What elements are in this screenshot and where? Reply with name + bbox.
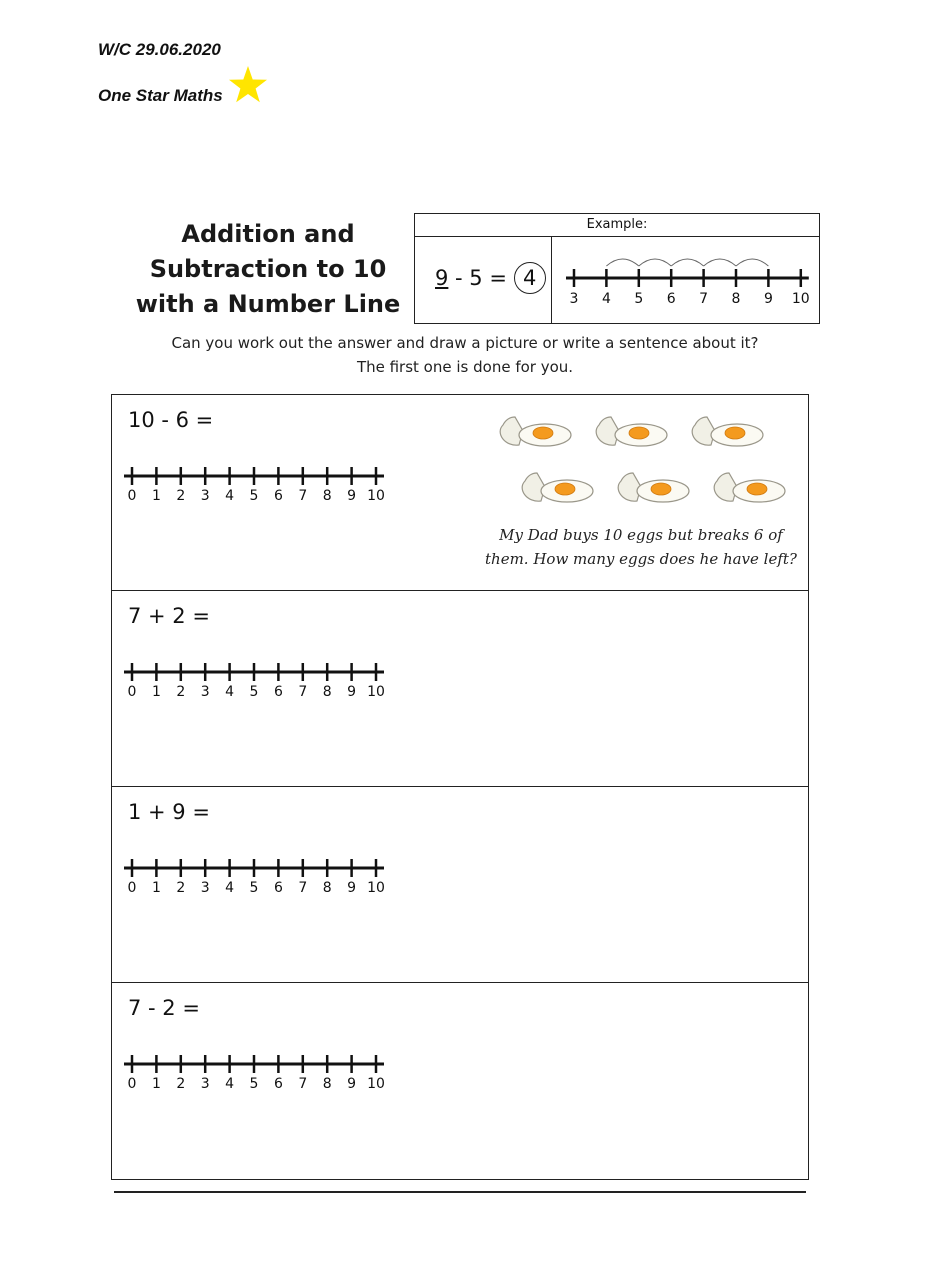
number-line-label: 4	[601, 291, 611, 307]
star-icon	[228, 66, 268, 104]
number-line-label: 0	[127, 880, 137, 896]
broken-egg	[596, 417, 667, 446]
example-divider	[551, 236, 552, 323]
number-line-label: 8	[322, 684, 332, 700]
egg-shell	[596, 417, 619, 445]
hop-arc	[736, 259, 768, 266]
instruction-text: Can you work out the answer and draw a picture or write a sentence about it?	[171, 334, 759, 352]
number-line-label: 6	[273, 488, 283, 504]
number-line-label: 8	[731, 291, 741, 307]
egg-yolk	[629, 427, 649, 439]
number-line-label: 4	[225, 684, 235, 700]
question-row	[112, 395, 808, 591]
egg-shell	[500, 417, 523, 445]
question-equation: 1 + 9 =	[128, 800, 210, 824]
worksheet-title	[134, 217, 402, 322]
number-line-label: 8	[322, 1076, 332, 1092]
title-line: Subtraction to 10	[149, 255, 387, 283]
number-line-label: 7	[298, 488, 308, 504]
question-equation: 10 - 6 =	[128, 408, 214, 432]
number-line-label: 5	[249, 1076, 259, 1092]
number-line-label: 10	[367, 1076, 385, 1092]
number-line-label: 8	[322, 880, 332, 896]
week-commencing-date: W/C 29.06.2020	[98, 40, 221, 59]
number-line-label: 8	[322, 488, 332, 504]
number-line-label: 9	[347, 880, 357, 896]
worksheet-level: One Star Maths	[98, 86, 223, 105]
example-box	[414, 213, 820, 324]
bottom-divider	[114, 1191, 806, 1193]
number-line	[122, 461, 392, 509]
broken-egg	[714, 473, 785, 502]
number-line-label: 2	[176, 684, 186, 700]
hop-arc	[704, 259, 736, 266]
example-divider	[415, 236, 819, 237]
number-line-label: 3	[200, 488, 210, 504]
example-label: Example:	[586, 217, 648, 232]
broken-eggs-picture	[487, 407, 797, 517]
egg-shell	[522, 473, 545, 501]
number-line-label: 5	[249, 488, 259, 504]
egg-shell	[692, 417, 715, 445]
number-line-label: 5	[249, 880, 259, 896]
egg-shell	[618, 473, 641, 501]
question-equation: 7 + 2 =	[128, 604, 210, 628]
number-line-label: 3	[200, 1076, 210, 1092]
number-line	[122, 853, 392, 901]
instruction-text: The first one is done for you.	[356, 358, 574, 376]
number-line-label: 10	[367, 684, 385, 700]
egg-yolk	[555, 483, 575, 495]
number-line-label: 7	[298, 880, 308, 896]
word-problem-sentence: My Dad buys 10 eggs but breaks 6 of them. How many eggs does he have left?	[485, 526, 797, 568]
broken-egg	[618, 473, 689, 502]
egg-yolk	[533, 427, 553, 439]
egg-yolk	[651, 483, 671, 495]
hop-arc	[671, 259, 703, 266]
number-line-label: 9	[347, 488, 357, 504]
number-line-label: 6	[273, 684, 283, 700]
egg-yolk	[725, 427, 745, 439]
number-line-label: 1	[151, 1076, 161, 1092]
number-line-label: 4	[225, 1076, 235, 1092]
number-line-label: 5	[249, 684, 259, 700]
egg-yolk	[747, 483, 767, 495]
number-line-label: 4	[225, 488, 235, 504]
title-line: Addition and	[181, 220, 355, 248]
number-line-label: 7	[298, 684, 308, 700]
number-line-label: 6	[666, 291, 676, 307]
number-line-label: 9	[347, 1076, 357, 1092]
number-line-label: 7	[699, 291, 709, 307]
example-first-number: 9	[435, 266, 449, 290]
number-line-label: 0	[127, 684, 137, 700]
question-grid	[111, 394, 809, 1180]
number-line-label: 3	[569, 291, 579, 307]
number-line-label: 4	[225, 880, 235, 896]
number-line-label: 5	[634, 291, 644, 307]
broken-egg	[522, 473, 593, 502]
number-line-label: 3	[200, 880, 210, 896]
number-line-label: 0	[127, 488, 137, 504]
number-line-label: 10	[367, 488, 385, 504]
number-line-label: 10	[367, 880, 385, 896]
number-line-label: 7	[298, 1076, 308, 1092]
number-line-label: 0	[127, 1076, 137, 1092]
title-line: with a Number Line	[135, 290, 401, 318]
number-line-label: 2	[176, 488, 186, 504]
hop-arc	[639, 259, 671, 266]
hop-arc	[606, 259, 638, 266]
broken-egg	[500, 417, 571, 446]
number-line-label: 1	[151, 880, 161, 896]
broken-egg	[692, 417, 763, 446]
number-line-label: 6	[273, 880, 283, 896]
number-line-label: 2	[176, 1076, 186, 1092]
number-line-label: 2	[176, 880, 186, 896]
question-row	[112, 591, 808, 787]
number-line-label: 10	[791, 291, 810, 307]
question-row	[112, 983, 808, 1179]
number-line-label: 9	[763, 291, 773, 307]
number-line-label: 1	[151, 684, 161, 700]
example-equation-rest: - 5 =	[448, 266, 514, 290]
egg-shell	[714, 473, 737, 501]
example-equation	[435, 262, 546, 294]
number-line-label: 3	[200, 684, 210, 700]
question-equation: 7 - 2 =	[128, 996, 200, 1020]
number-line-label: 6	[273, 1076, 283, 1092]
number-line	[122, 1049, 392, 1097]
number-line-label: 1	[151, 488, 161, 504]
example-number-line	[559, 244, 815, 320]
number-line-label: 9	[347, 684, 357, 700]
number-line	[122, 657, 392, 705]
example-answer-circle: 4	[514, 262, 546, 294]
question-row	[112, 787, 808, 983]
